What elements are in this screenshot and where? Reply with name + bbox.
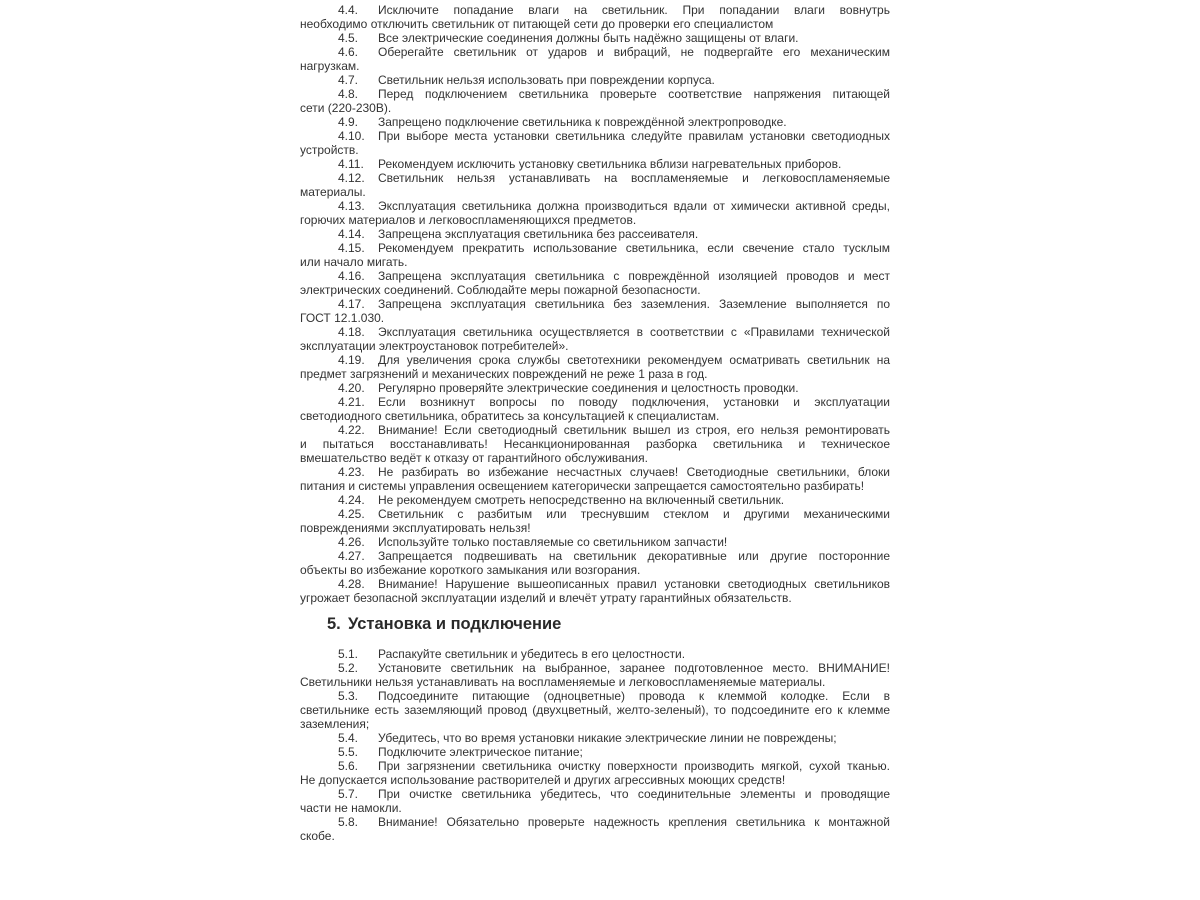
- paragraph-number: 4.4.: [338, 3, 359, 17]
- doc-line: устройств.: [300, 143, 359, 157]
- paragraph-number: 5.1.: [338, 647, 359, 661]
- paragraph-text: Исключите попадание влаги на светильник. При попадании влаги вовнутрь: [378, 3, 890, 17]
- paragraph-number: 4.18.: [338, 325, 365, 339]
- document-page: [300, 3, 890, 843]
- doc-line: [300, 45, 890, 59]
- doc-line: [300, 815, 890, 829]
- doc-line: [300, 381, 890, 395]
- section-heading: [300, 614, 890, 634]
- doc-line: [300, 87, 890, 101]
- paragraph-number: 4.13.: [338, 199, 365, 213]
- paragraph-text: Светильник нельзя использовать при повреждении корпуса.: [378, 73, 715, 87]
- paragraph-text: Внимание! Если светодиодный светильник вышел из строя, его нельзя ремонтировать: [378, 423, 890, 437]
- paragraph-number: 4.5.: [338, 31, 359, 45]
- paragraph-text: Эксплуатация светильника осуществляется в соответствии с «Правилами технической: [378, 325, 890, 339]
- doc-line: [300, 199, 890, 213]
- paragraph-number: 4.22.: [338, 423, 365, 437]
- doc-line: [300, 745, 890, 759]
- paragraph-text: Убедитесь, что во время установки никакие электрические линии не повреждены;: [378, 731, 837, 745]
- doc-line: [300, 647, 890, 661]
- paragraph-number: 4.10.: [338, 129, 365, 143]
- paragraph-number: 4.19.: [338, 353, 365, 367]
- paragraph-number: 4.16.: [338, 269, 365, 283]
- doc-line: [300, 73, 890, 87]
- doc-line: [300, 577, 890, 591]
- section-title: Установка и подключение: [348, 615, 562, 633]
- paragraph-number: 4.15.: [338, 241, 365, 255]
- paragraph-text: Эксплуатация светильника должна производиться вдали от химически активной среды,: [378, 199, 890, 213]
- doc-line: [300, 129, 890, 143]
- paragraph-number: 5.2.: [338, 661, 359, 675]
- paragraph-text: Запрещена эксплуатация светильника без рассеивателя.: [378, 227, 699, 241]
- doc-line: [300, 731, 890, 745]
- doc-line: предмет загрязнений и механических повреждений не реже 1 раза в год.: [300, 367, 708, 381]
- doc-line: [300, 171, 890, 185]
- paragraph-number: 4.9.: [338, 115, 359, 129]
- doc-line: Не допускается использование растворителей и других агрессивных моющих средств!: [300, 773, 786, 787]
- paragraph-text: Оберегайте светильник от ударов и вибраций, не подвергайте его механическим: [378, 45, 890, 59]
- paragraph-text: Подключите электрическое питание;: [378, 745, 583, 759]
- paragraph-text: Распакуйте светильник и убедитесь в его целостности.: [378, 647, 686, 661]
- paragraph-number: 4.17.: [338, 297, 365, 311]
- paragraph-text: Запрещается подвешивать на светильник декоративные или другие посторонние: [378, 549, 890, 563]
- section-4-body: [300, 3, 890, 605]
- doc-line: вмешательство ведёт к отказу от гарантийного обслуживания.: [300, 451, 648, 465]
- paragraph-number: 4.23.: [338, 465, 365, 479]
- doc-line: светильнике есть заземляющий провод (двухцветный, желто-зеленый), то подсоедините его к клемме: [300, 703, 890, 717]
- doc-line: угрожает безопасной эксплуатации изделий и влечёт утрату гарантийных обязательств.: [300, 591, 792, 605]
- paragraph-number: 4.11.: [338, 157, 364, 171]
- paragraph-number: 4.24.: [338, 493, 365, 507]
- paragraph-text: Регулярно проверяйте электрические соединения и целостность проводки.: [378, 381, 799, 395]
- paragraph-text: Подсоедините питающие (одноцветные) провода к клеммой колодке. Если в: [378, 689, 890, 703]
- paragraph-number: 4.8.: [338, 87, 359, 101]
- paragraph-text: Внимание! Обязательно проверьте надежность крепления светильника к монтажной: [378, 815, 890, 829]
- paragraph-text: Перед подключением светильника проверьте соответствие напряжения питающей: [378, 87, 890, 101]
- paragraph-number: 5.8.: [338, 815, 359, 829]
- doc-line: горючих материалов и легковоспламеняющихся предметов.: [300, 213, 637, 227]
- paragraph-number: 4.14.: [338, 227, 365, 241]
- doc-line: [300, 227, 890, 241]
- doc-line: [300, 157, 890, 171]
- doc-line: [300, 535, 890, 549]
- paragraph-text: При загрязнении светильника очистку поверхности производить мягкой, сухой тканью.: [378, 759, 890, 773]
- paragraph-text: Для увеличения срока службы светотехники рекомендуем осматривать светильник на: [378, 353, 890, 367]
- doc-line: или начало мигать.: [300, 255, 408, 269]
- doc-line: [300, 759, 890, 773]
- doc-line: [300, 787, 890, 801]
- doc-line: [300, 395, 890, 409]
- paragraph-text: Установите светильник на выбранное, заранее подготовленное место. ВНИМАНИЕ!: [378, 661, 890, 675]
- paragraph-text: Внимание! Нарушение вышеописанных правил установки светодиодных светильников: [378, 577, 890, 591]
- paragraph-text: Светильник нельзя устанавливать на воспламеняемые и легковоспламеняемые: [378, 171, 890, 185]
- paragraph-number: 4.7.: [338, 73, 359, 87]
- doc-line: [300, 507, 890, 521]
- doc-line: [300, 269, 890, 283]
- doc-line: необходимо отключить светильник от питающей сети до проверки его специалистом: [300, 17, 774, 31]
- paragraph-number: 4.28.: [338, 577, 365, 591]
- paragraph-number: 5.5.: [338, 745, 359, 759]
- doc-line: электрических соединений. Соблюдайте меры пожарной безопасности.: [300, 283, 701, 297]
- doc-line: объекты во избежание короткого замыкания или возгорания.: [300, 563, 641, 577]
- paragraph-number: 4.26.: [338, 535, 365, 549]
- paragraph-number: 4.6.: [338, 45, 359, 59]
- doc-line: материалы.: [300, 185, 366, 199]
- paragraph-text: Светильник с разбитым или треснувшим стеклом и другими механическими: [378, 507, 890, 521]
- paragraph-text: Не разбирать во избежание несчастных случаев! Светодиодные светильники, блоки: [378, 465, 890, 479]
- doc-line: [300, 241, 890, 255]
- doc-line: [300, 549, 890, 563]
- doc-line: [300, 689, 890, 703]
- doc-line: [300, 31, 890, 45]
- doc-line: повреждениями эксплуатировать нельзя!: [300, 521, 531, 535]
- doc-line: части не намокли.: [300, 801, 402, 815]
- doc-line: [300, 661, 890, 675]
- paragraph-text: Рекомендуем исключить установку светильника вблизи нагревательных приборов.: [378, 157, 842, 171]
- doc-line: нагрузкам.: [300, 59, 360, 73]
- paragraph-text: При выборе места установки светильника следуйте правилам установки светодиодных: [378, 129, 890, 143]
- doc-line: и пытаться восстанавливать! Несанкционированная разборка светильника и техническое: [300, 437, 890, 451]
- doc-line: [300, 493, 890, 507]
- paragraph-number: 4.25.: [338, 507, 365, 521]
- paragraph-text: Запрещена эксплуатация светильника без заземления. Заземление выполняется по: [378, 297, 890, 311]
- doc-line: сети (220-230В).: [300, 101, 392, 115]
- section-5-body: [300, 647, 890, 843]
- paragraph-number: 5.7.: [338, 787, 359, 801]
- paragraph-text: Запрещена эксплуатация светильника с повреждённой изоляцией проводов и мест: [378, 269, 890, 283]
- paragraph-text: Если возникнут вопросы по поводу подключения, установки и эксплуатации: [378, 395, 890, 409]
- doc-line: питания и системы управления освещением категорически запрещается самостоятельно разбирать!: [300, 479, 865, 493]
- doc-line: светодиодного светильника, обратитесь за консультацией к специалистам.: [300, 409, 720, 423]
- doc-line: [300, 423, 890, 437]
- doc-line: Светильники нельзя устанавливать на воспламеняемые и легковоспламеняемые материалы.: [300, 675, 826, 689]
- paragraph-number: 4.12.: [338, 171, 365, 185]
- paragraph-number: 5.4.: [338, 731, 359, 745]
- paragraph-number: 5.3.: [338, 689, 359, 703]
- paragraph-text: Все электрические соединения должны быть надёжно защищены от влаги.: [378, 31, 799, 45]
- paragraph-number: 4.20.: [338, 381, 365, 395]
- doc-line: [300, 3, 890, 17]
- doc-line: заземления;: [300, 717, 370, 731]
- paragraph-text: При очистке светильника убедитесь, что соединительные элементы и проводящие: [378, 787, 890, 801]
- paragraph-number: 5.6.: [338, 759, 359, 773]
- paragraph-number: 4.21.: [338, 395, 365, 409]
- paragraph-text: Запрещено подключение светильника к повреждённой электропроводке.: [378, 115, 787, 129]
- section-number: 5.: [327, 615, 341, 633]
- paragraph-text: Рекомендуем прекратить использование светильника, если свечение стало тусклым: [378, 241, 890, 255]
- doc-line: [300, 297, 890, 311]
- doc-line: [300, 115, 890, 129]
- paragraph-text: Используйте только поставляемые со светильником запчасти!: [378, 535, 728, 549]
- doc-line: ГОСТ 12.1.030.: [300, 311, 385, 325]
- doc-line: [300, 325, 890, 339]
- paragraph-text: Не рекомендуем смотреть непосредственно на включенный светильник.: [378, 493, 785, 507]
- doc-line: скобе.: [300, 829, 335, 843]
- doc-line: эксплуатации электроустановок потребителей».: [300, 339, 569, 353]
- doc-line: [300, 465, 890, 479]
- paragraph-number: 4.27.: [338, 549, 365, 563]
- doc-line: [300, 353, 890, 367]
